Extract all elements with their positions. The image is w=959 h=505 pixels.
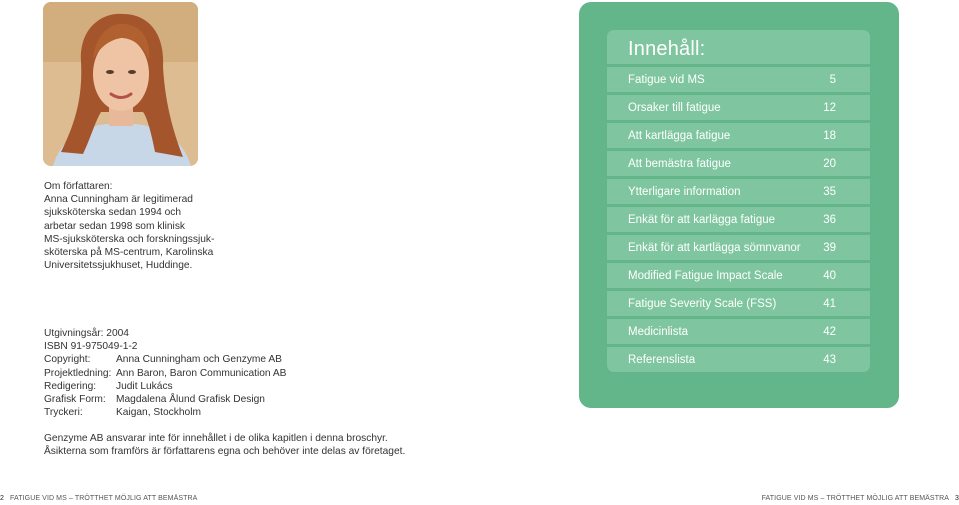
toc-item[interactable] <box>607 151 870 176</box>
toc-item[interactable] <box>607 291 870 316</box>
running-title-left: FATIGUE VID MS – TRÖTTHET MÖJLIG ATT BEMÄSTRA <box>10 495 198 502</box>
publication-credits <box>44 327 304 419</box>
publication-year: Utgivningsår: 2004 <box>44 328 129 339</box>
author-photo <box>43 2 198 166</box>
toc-list <box>607 67 870 372</box>
toc-item-label: Enkät för att kartlägga sömnvanor <box>628 241 801 254</box>
credit-value: Ann Baron, Baron Communication AB <box>116 367 287 379</box>
disclaimer-line: Genzyme AB ansvarar inte för innehållet i de olika kapitlen i denna broschyr. <box>44 433 388 444</box>
author-portrait-image <box>43 2 198 166</box>
toc-item-page: 42 <box>823 325 836 338</box>
author-bio-line: Universitetssjukhuset, Huddinge. <box>44 260 193 272</box>
toc-item-page: 40 <box>823 269 836 282</box>
toc-item-label: Fatigue vid MS <box>628 73 705 86</box>
credit-row <box>44 353 304 366</box>
toc-item-page: 35 <box>823 185 836 198</box>
credit-label: Copyright: <box>44 354 91 366</box>
credit-row <box>44 393 304 406</box>
toc-item-label: Fatigue Severity Scale (FSS) <box>628 297 777 310</box>
toc-item-page: 39 <box>823 241 836 254</box>
author-bio-line: arbetar sedan 1998 som klinisk <box>44 220 186 232</box>
credit-row <box>44 367 304 380</box>
toc-item-page: 20 <box>823 157 836 170</box>
disclaimer <box>44 432 464 458</box>
toc-item-label: Modified Fatigue Impact Scale <box>628 269 783 282</box>
toc-item[interactable] <box>607 95 870 120</box>
toc-item-page: 5 <box>829 73 836 86</box>
credit-value: Judit Lukács <box>116 380 173 392</box>
toc-item[interactable] <box>607 207 870 232</box>
credit-value: Magdalena Ålund Grafisk Design <box>116 394 265 406</box>
credit-row <box>44 406 304 419</box>
toc-item-page: 18 <box>823 129 836 142</box>
toc-item[interactable] <box>607 179 870 204</box>
toc-header <box>607 30 870 64</box>
footer-right <box>762 495 959 502</box>
table-of-contents <box>579 2 899 408</box>
credit-label: Tryckeri: <box>44 407 83 419</box>
page-number-left: 2 <box>0 495 4 502</box>
toc-item-page: 36 <box>823 213 836 226</box>
credit-value: Kaigan, Stockholm <box>116 407 201 419</box>
page-number-right: 3 <box>955 495 959 502</box>
credit-row <box>44 380 304 393</box>
running-title-right: FATIGUE VID MS – TRÖTTHET MÖJLIG ATT BEMÄSTRA <box>761 495 949 502</box>
footer-left <box>0 495 197 502</box>
toc-item-page: 41 <box>823 297 836 310</box>
toc-item-label: Referenslista <box>628 353 696 366</box>
toc-item[interactable] <box>607 347 870 372</box>
author-bio-line: sköterska på MS-centrum, Karolinska <box>44 247 214 259</box>
credit-value: Anna Cunningham och Genzyme AB <box>116 354 282 366</box>
toc-item-label: Orsaker till fatigue <box>628 101 721 114</box>
toc-item-label: Medicinlista <box>628 325 689 338</box>
toc-item-label: Ytterligare information <box>628 185 741 198</box>
toc-item-label: Att kartlägga fatigue <box>628 129 731 142</box>
disclaimer-line: Åsikterna som framförs är författarens egna och behöver inte delas av företaget. <box>44 446 406 458</box>
toc-item-label: Att bemästra fatigue <box>628 157 731 170</box>
credit-label: Projektledning: <box>44 367 112 379</box>
toc-title: Innehåll: <box>628 38 706 60</box>
author-bio-line: Om författaren: <box>44 181 113 192</box>
credit-label: Redigering: <box>44 380 97 392</box>
toc-item[interactable] <box>607 263 870 288</box>
author-bio-line: Anna Cunningham är legitimerad <box>44 194 193 206</box>
toc-item-page: 43 <box>823 353 836 366</box>
credit-label: Grafisk Form: <box>44 394 106 406</box>
toc-item[interactable] <box>607 235 870 260</box>
toc-item[interactable] <box>607 319 870 344</box>
author-bio <box>44 180 244 272</box>
author-bio-line: sjuksköterska sedan 1994 och <box>44 207 182 219</box>
toc-item-label: Enkät för att karlägga fatigue <box>628 213 776 226</box>
author-bio-line: MS-sjuksköterska och forskningssjuk- <box>44 233 215 245</box>
toc-item[interactable] <box>607 123 870 148</box>
toc-item[interactable] <box>607 67 870 92</box>
isbn: ISBN 91-975049-1-2 <box>44 341 138 353</box>
toc-item-page: 12 <box>823 101 836 114</box>
